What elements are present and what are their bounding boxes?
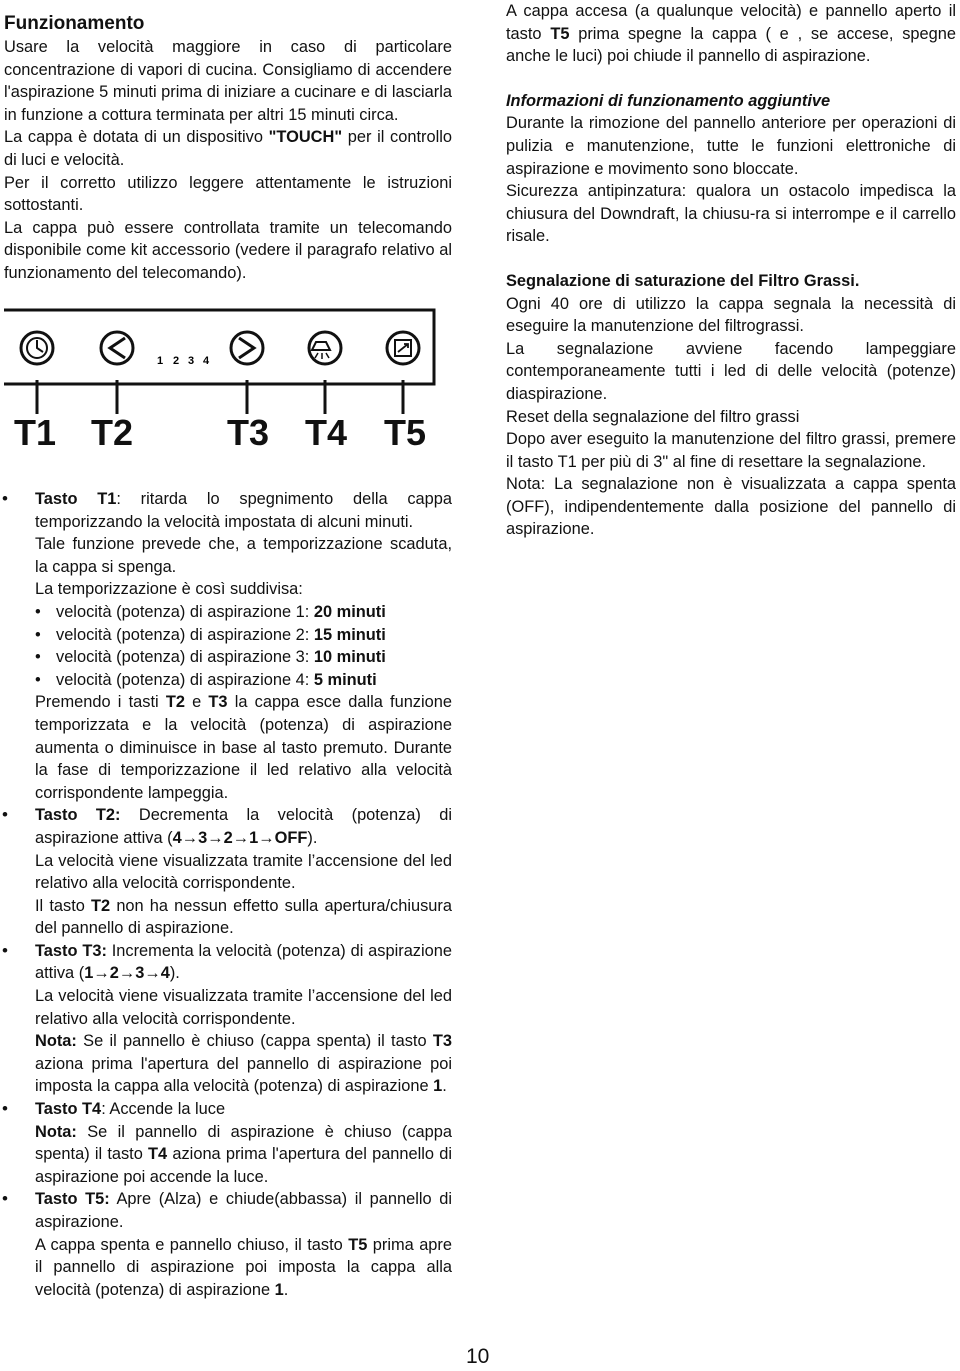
bullet-icon: • [2, 489, 8, 508]
remote-paragraph: La cappa può essere controllata tramite un telecomando disponibile come kit accessorio (vedere il paragrafo relativo al funzionamento del telecomando). [4, 218, 452, 282]
panel-lift-icon [387, 332, 419, 364]
bullet-icon: • [2, 1189, 8, 1209]
minus-chevron-icon [101, 332, 133, 364]
timer-icon [21, 332, 53, 364]
list-item-t4: • Tasto T4: Accende la luce Nota: Se il pannello di aspirazione è chiuso (cappa spenta) il tasto T4 aziona prima l'apertura del pannello di aspirazione poi accende la luce. [2, 1099, 452, 1186]
key-label-t3: T3 [227, 412, 270, 453]
touch-control-panel-figure [0, 306, 440, 470]
t5-continuation-paragraph: A cappa accesa (a qualunque velocità) e pannello aperto il tasto T5 prima spegne la cappa ( e , se accese, spegne anche le luci) poi chiude il pannello di aspirazione. [506, 2, 956, 66]
key-descriptions-list [0, 488, 452, 1301]
anti-pinch-paragraph: Sicurezza antipinzatura: qualora un ostacolo impedisca la chiusura del Downdraft, la chiusu-ra si interrompe e il carrello risale. [506, 182, 956, 246]
plus-chevron-icon [231, 332, 263, 364]
left-column [4, 0, 452, 285]
reset-paragraph: Dopo aver eseguito la manutenzione del filtro grassi, premere il tasto T1 per più di 3" al fine di resettare la segnalazione. [506, 430, 956, 471]
note-paragraph: Nota: La segnalazione non è visualizzata a cappa spenta (OFF), indipendentemente dalla posizione del pannello di aspirazione. [506, 475, 956, 539]
timer-list-item: • velocità (potenza) di aspirazione 1: 20 minuti [35, 602, 386, 621]
timer-list-item: • velocità (potenza) di aspirazione 3: 10 minuti [35, 648, 386, 667]
right-column [506, 0, 956, 541]
intro-paragraph: Usare la velocità maggiore in caso di particolare concentrazione di vapori di cucina. Consigliamo di accendere l'aspirazione 5 minuti prima di iniziare a cucinare e di lasciarla in funzione a cottura terminata per altri 15 minuti circa. [4, 38, 452, 124]
speed-label-3: 3 [188, 355, 195, 367]
additional-info-heading: Informazioni di funzionamento aggiuntive [506, 91, 831, 110]
key-label-t4: T4 [305, 412, 348, 453]
touch-paragraph: La cappa è dotata di un dispositivo "TOUCH" per il controllo di luci e velocità. [4, 128, 452, 169]
page-number: 10 [466, 1345, 490, 1368]
speed-label-2: 2 [173, 355, 180, 367]
speed-label-1: 1 [157, 355, 164, 367]
timer-list-item: • velocità (potenza) di aspirazione 2: 15 minuti [35, 625, 386, 644]
list-item-t3: • Tasto T3: Incrementa la velocità (potenza) di aspirazione attiva (1→2→3→4). La velocità viene visualizzata tramite l’accensione del led relativo alla velocità corrispondente. Nota: Se il pannello è chiuso (cappa spenta) il tasto T3 aziona prima l'apertura del pannello di aspirazione poi imposta la cappa alla velocità (potenza) di aspirazione 1. [2, 940, 452, 1096]
light-icon [309, 332, 341, 364]
key-label-t2: T2 [91, 412, 134, 453]
signal-paragraph: La segnalazione avviene facendo lampeggiare contemporaneamente tutti i led di delle velocità (potenze) diaspirazione. [506, 339, 956, 403]
reset-heading: Reset della segnalazione del filtro grassi [506, 407, 800, 426]
bullet-icon: • [2, 940, 8, 960]
list-item-t2: • Tasto T2: Decrementa la velocità (potenza) di aspirazione attiva (4→3→2→1→OFF). La velocità viene visualizzata tramite l’accensione del led relativo alla velocità corrispondente. Il tasto T2 non ha nessun effetto sulla apertura/chiusura del pannello di aspirazione. [2, 805, 452, 938]
section-title: Funzionamento [4, 13, 145, 34]
bullet-icon: • [2, 1099, 8, 1119]
additional-info-paragraph: Durante la rimozione del pannello anteriore per operazioni di pulizia e manutenzione, tutte le funzioni elettroniche di aspirazione e movimento sono bloccate. [506, 114, 956, 178]
key-label-t1: T1 [14, 412, 57, 453]
list-item-t1: • Tasto T1: ritarda lo spegnimento della cappa temporizzando la velocità impostata di alcuni minuti. Tale funzione prevede che, a temporizzazione scaduta, la cappa si spenga. La temporizzazione è così suddivisa: • velocità (potenza) di aspirazione 1: 20 minuti • velocità (potenza) di aspirazione 2: 15 minuti • velocità (potenza) di aspirazione 3: 10 minuti • velocità (potenza) di aspirazione 4: 5 minuti Premendo i tasti T2 e T3 la cappa esce dalla funzione temporizzata e la velocità (potenza) di aspirazione aumenta o diminuisce in base al tasto premuto. Durante la fase di temporizzazione il led relativo alla velocità corrispondente lampeggia. [2, 489, 452, 802]
grease-filter-paragraph: Ogni 40 ore di utilizzo la cappa segnala la necessità di eseguire la manutenzione del filtrograssi. [506, 294, 956, 336]
list-item-t5: • Tasto T5: Apre (Alza) e chiude(abbassa) il pannello di aspirazione. A cappa spenta e pannello chiuso, il tasto T5 prima apre il pannello di aspirazione poi imposta la cappa alla velocità (potenza) di aspirazione 1. [2, 1189, 452, 1299]
key-label-t5: T5 [384, 412, 427, 453]
speed-label-4: 4 [203, 355, 210, 367]
instructions-paragraph: Per il corretto utilizzo leggere attentamente le istruzioni sottostanti. [4, 173, 452, 215]
bullet-icon: • [2, 805, 8, 825]
grease-filter-heading: Segnalazione di saturazione del Filtro Grassi. [506, 271, 860, 290]
timer-list-item: • velocità (potenza) di aspirazione 4: 5 minuti [35, 670, 377, 689]
